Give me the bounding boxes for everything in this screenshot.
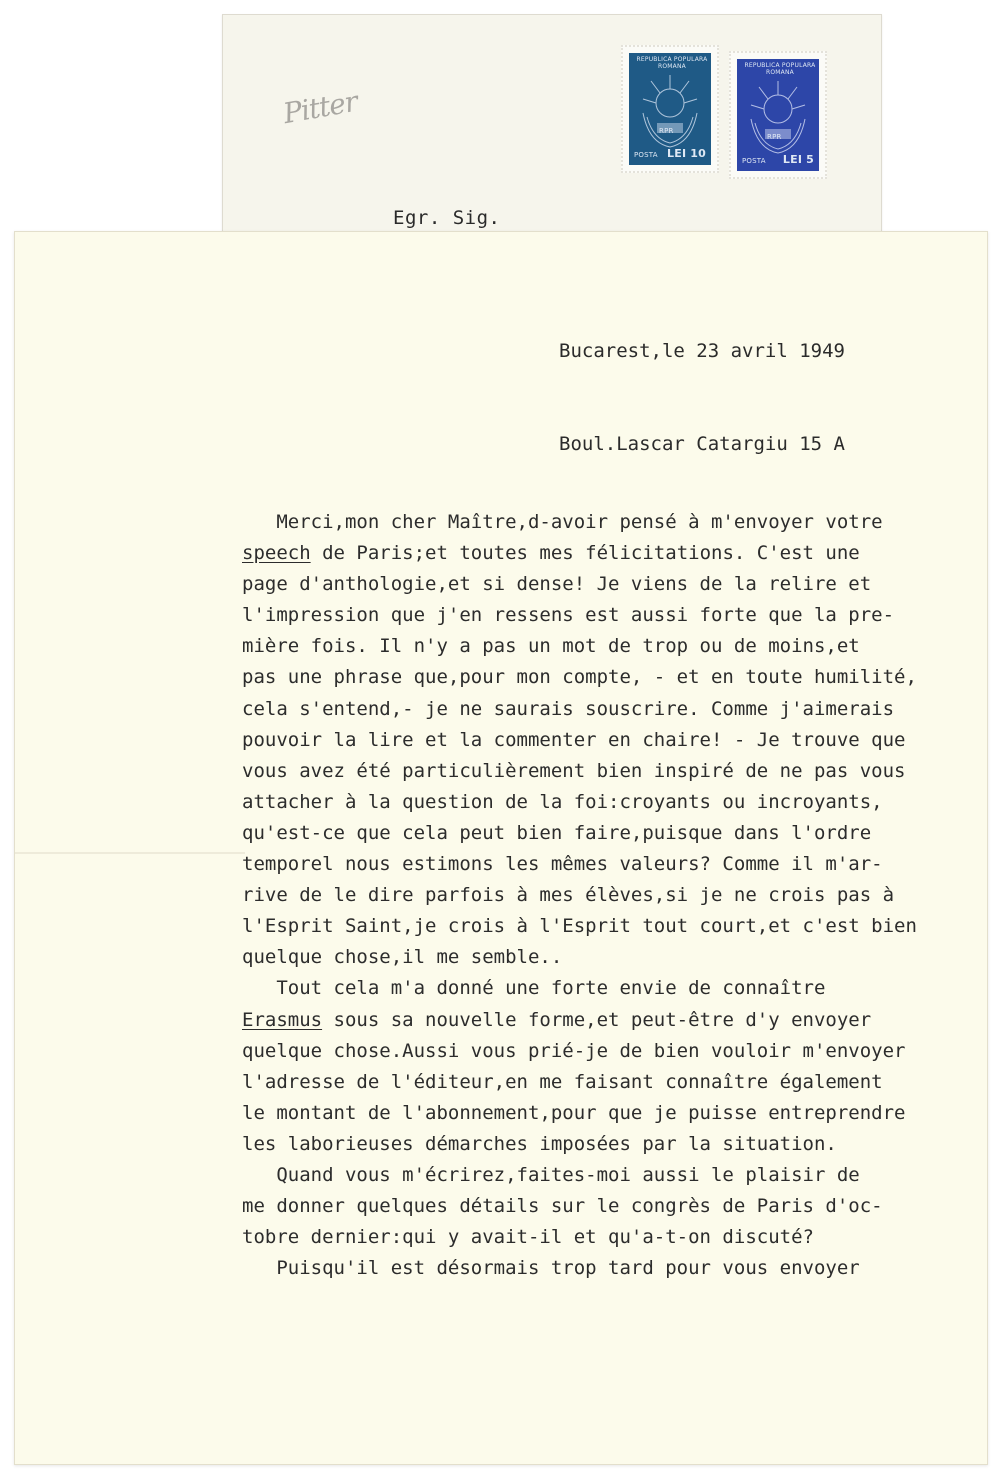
line-text: mière fois. Il n'y a pas un mot de trop ou de moins,et	[242, 635, 860, 658]
letter-line	[242, 1191, 988, 1222]
stamp-face	[737, 59, 819, 171]
line-text: l'adresse de l'éditeur,en me faisant connaître également	[242, 1070, 883, 1093]
line-text: sous sa nouvelle forme,et peut-être d'y envoyer	[322, 1008, 872, 1031]
letter-line	[242, 1067, 988, 1098]
line-text: l'impression que j'en ressens est aussi forte que la pre-	[242, 604, 895, 627]
letter-line	[242, 725, 988, 756]
postage-stamp	[621, 45, 719, 173]
line-text: Tout cela m'a donné une forte envie de connaître	[242, 977, 826, 1000]
letter-line	[242, 662, 988, 693]
letter-line	[242, 849, 988, 880]
letter-line	[242, 600, 988, 631]
letter-line	[242, 787, 988, 818]
line-text: de Paris;et toutes mes félicitations. C'est une	[310, 542, 860, 565]
letter-line	[242, 818, 988, 849]
letter-line	[242, 1160, 988, 1191]
letter-page	[14, 231, 988, 1465]
letter-line	[242, 1005, 988, 1036]
line-text: cela s'entend,- je ne saurais souscrire. Comme j'aimerais	[242, 697, 895, 720]
line-text: quelque chose,il me semble..	[242, 946, 563, 969]
line-text: page d'anthologie,et si dense! Je viens de la relire et	[242, 573, 872, 596]
line-text: les laborieuses démarches imposées par la situation.	[242, 1132, 837, 1155]
underlined-word: Erasmus	[242, 1008, 323, 1031]
letter-line	[242, 942, 988, 973]
line-text: rive de le dire parfois à mes élèves,si je ne crois pas à	[242, 884, 895, 907]
stamp-posta: POSTA	[742, 157, 766, 165]
line-text: me donner quelques détails sur le congrès de Paris d'oc-	[242, 1195, 883, 1218]
letter-line	[242, 973, 988, 1004]
line-text: l'Esprit Saint,je crois à l'Esprit tout court,et c'est bien	[242, 915, 917, 938]
stamp-country: REPUBLICA POPULARA ROMANA	[744, 62, 816, 76]
letter-line	[242, 1253, 988, 1284]
letter-line	[242, 1222, 988, 1253]
letter-line	[242, 756, 988, 787]
line-text: pouvoir la lire et la commenter en chaire! - Je trouve que	[242, 728, 906, 751]
line-text: Merci,mon cher Maître,d-avoir pensé à m'envoyer votre	[242, 511, 883, 533]
letter-line	[242, 1036, 988, 1067]
letter-line	[242, 538, 988, 569]
line-text: pas une phrase que,pour mon compte, - et en toute humilité,	[242, 666, 917, 689]
letter-line	[242, 1098, 988, 1129]
underlined-word: speech	[242, 542, 311, 565]
line-text: temporel nous estimons les mêmes valeurs? Comme il m'ar-	[242, 853, 883, 876]
stamp-face	[629, 53, 711, 165]
line-text: qu'est-ce que cela peut bien faire,puisque dans l'ordre	[242, 821, 872, 844]
letter-line	[242, 631, 988, 662]
line-text: tobre dernier:qui y avait-il et qu'a-t-on discuté?	[242, 1226, 814, 1249]
postage-stamp	[729, 51, 827, 179]
line-text: le montant de l'abonnement,pour que je puisse entreprendre	[242, 1101, 906, 1124]
stamp-emblem-text: RPR	[767, 133, 782, 141]
stamp-posta: POSTA	[634, 151, 658, 159]
letter-body	[242, 507, 988, 1284]
letter-line	[242, 1129, 988, 1160]
address-line: Boul.Lascar Catargiu 15 A	[559, 433, 845, 455]
envelope-handwriting: Pitter	[280, 84, 360, 131]
stamp-value: LEI 10	[667, 147, 706, 160]
envelope	[222, 14, 882, 248]
letter-line	[242, 507, 988, 538]
letter-line	[242, 911, 988, 942]
letter-line	[242, 569, 988, 600]
stamp-country: REPUBLICA POPULARA ROMANA	[636, 56, 708, 70]
letter-heading	[559, 274, 845, 522]
date-line: Bucarest,le 23 avril 1949	[559, 340, 845, 362]
paper-crease	[15, 852, 245, 854]
letter-line	[242, 694, 988, 725]
letter-line	[242, 880, 988, 911]
line-text: quelque chose.Aussi vous prié-je de bien vouloir m'envoyer	[242, 1039, 906, 1062]
stamp-emblem-text: RPR	[659, 127, 674, 135]
stamp-value: LEI 5	[782, 153, 814, 166]
line-text: vous avez été particulièrement bien inspiré de ne pas vous	[242, 759, 906, 782]
line-text: attacher à la question de la foi:croyants ou incroyants,	[242, 790, 883, 813]
envelope-addressee: Egr. Sig.	[393, 207, 501, 229]
line-text: Puisqu'il est désormais trop tard pour vous envoyer	[242, 1257, 860, 1280]
line-text: Quand vous m'écrirez,faites-moi aussi le plaisir de	[242, 1163, 860, 1186]
